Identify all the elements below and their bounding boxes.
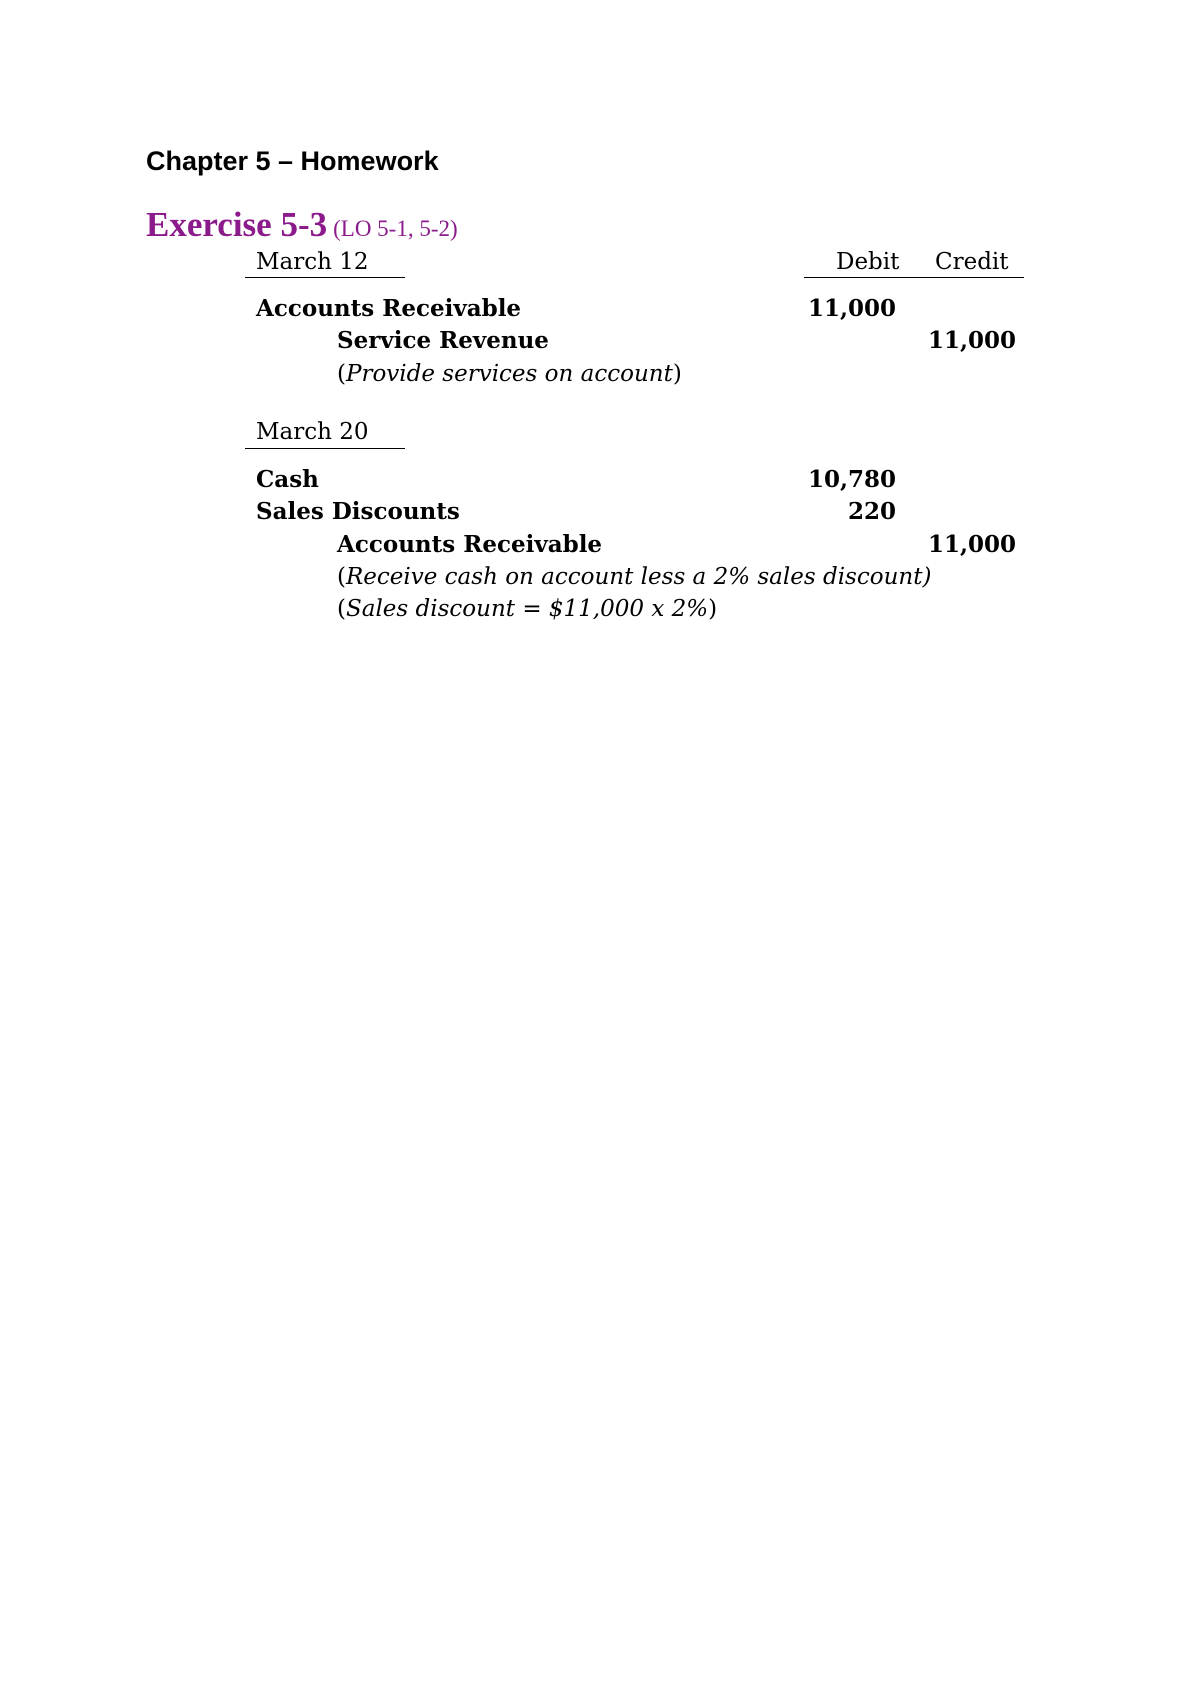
account-name: Cash — [256, 466, 319, 493]
columns-underline — [804, 277, 1024, 278]
exercise-learning-objectives: (LO 5-1, 5-2) — [333, 216, 458, 241]
entry-note — [337, 360, 682, 388]
date-underline — [245, 277, 405, 278]
entry-date: March 20 — [256, 419, 369, 445]
date-underline — [245, 448, 405, 449]
chapter-title: Chapter 5 – Homework — [146, 146, 439, 176]
note-text: Provide services on account — [345, 361, 673, 387]
exercise-heading — [146, 204, 458, 246]
credit-column-header: Credit — [935, 249, 1009, 275]
note-open: ( — [337, 564, 346, 590]
note-text: Receive cash on account less a 2% sales discount) — [345, 564, 932, 590]
note-open: ( — [337, 596, 346, 622]
account-name: Accounts Receivable — [337, 531, 603, 558]
note-close: ) — [672, 361, 682, 387]
debit-amount: 10,780 — [807, 466, 896, 493]
credit-amount: 11,000 — [927, 327, 1016, 354]
debit-amount: 11,000 — [807, 295, 896, 322]
debit-column-header: Debit — [836, 249, 900, 275]
entry-note — [337, 595, 717, 623]
note-text: Sales discount = $11,000 x 2% — [345, 596, 709, 622]
account-name: Sales Discounts — [256, 498, 460, 525]
note-close: ) — [708, 596, 718, 622]
account-name: Accounts Receivable — [256, 295, 522, 322]
account-name: Service Revenue — [337, 327, 549, 354]
note-open: ( — [337, 361, 346, 387]
credit-amount: 11,000 — [927, 531, 1016, 558]
entry-note — [337, 563, 931, 591]
exercise-title: Exercise 5-3 — [146, 205, 328, 244]
entry-date: March 12 — [256, 249, 369, 275]
debit-amount: 220 — [847, 498, 896, 525]
